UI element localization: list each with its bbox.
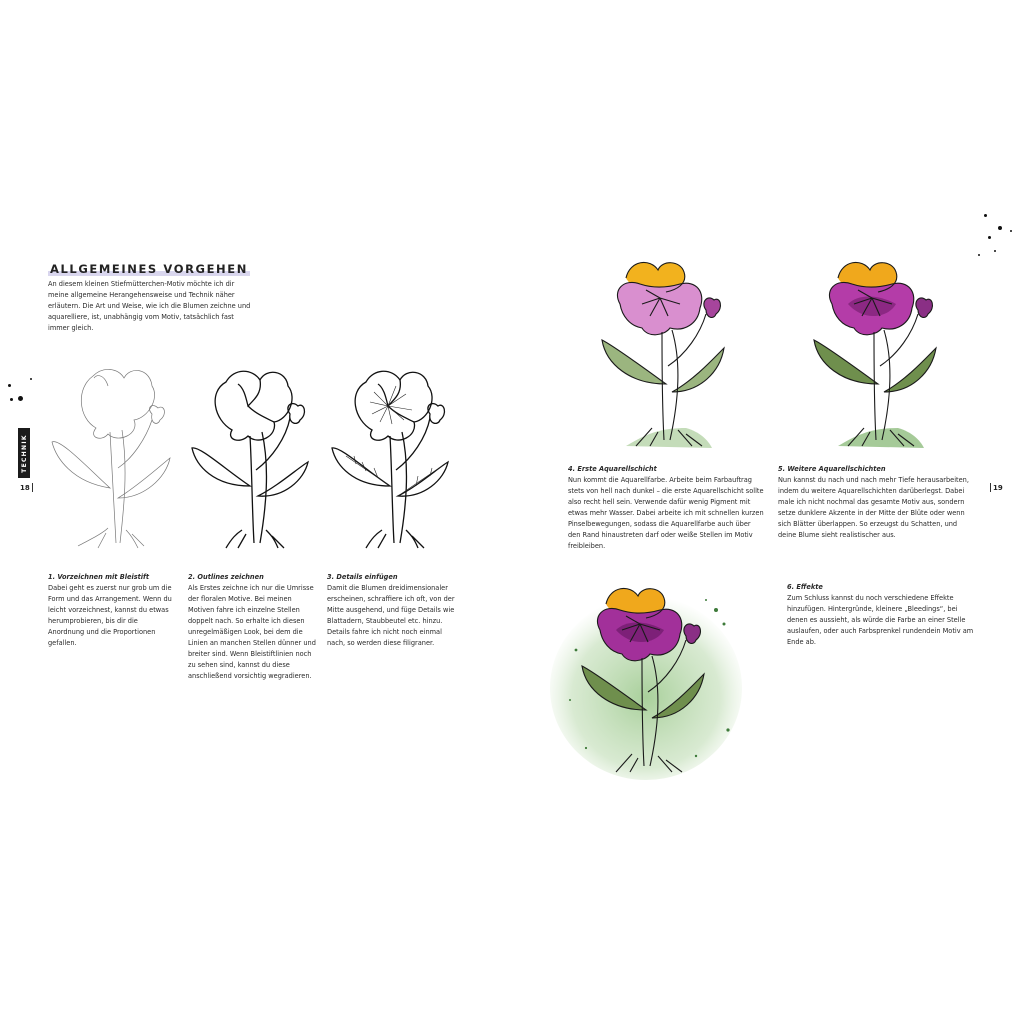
step-2-title: 2. Outlines zeichnen (188, 573, 264, 581)
ink-dot (18, 396, 23, 401)
step-4 (568, 464, 764, 552)
step-1-body: Dabei geht es zuerst nur grob um die Form und das Arrangement. Wenn du leicht vorzeichnest, kannst du etwas herumprobieren, bis dir die Anordnung und die Proportionen gefallen. (48, 584, 172, 647)
step-1-title: 1. Vorzeichnen mit Bleistift (48, 573, 150, 581)
ink-dot (10, 398, 13, 401)
ink-dot (998, 226, 1002, 230)
intro-paragraph: An diesem kleinen Stiefmütterchen-Motiv möchte ich dir meine allgemeine Herangehensweise und Technik näher erläutern. Die Art und Weise, wie ich die Blumen zeichne und aquarelliere, ist, unabhängig vom Motiv, tatsächlich fast immer gleich. (48, 280, 251, 332)
step-6 (787, 582, 977, 648)
step-6-title: 6. Effekte (787, 583, 823, 591)
ink-dot (978, 254, 980, 256)
pansy-detailed-drawing (326, 358, 456, 558)
section-heading: ALLGEMEINES VORGEHEN (50, 262, 248, 276)
ink-dot (30, 378, 32, 380)
ink-dot (8, 384, 11, 387)
step-6-body: Zum Schluss kannst du noch verschiedene Effekte hinzufügen. Hintergründe, kleinere „Bleedings“, bei denen es aussieht, als würde die Farbe an einer Stelle auslaufen, oder auch Farbsprenkel rundendein Motiv am Ende ab. (787, 594, 974, 646)
ink-dot (1010, 230, 1012, 232)
ink-dot (994, 250, 996, 252)
page-number-right: 19 (993, 484, 1003, 492)
page-number-divider (32, 483, 33, 492)
step-4-title: 4. Erste Aquarellschicht (568, 465, 657, 473)
pansy-outline-drawing (186, 358, 316, 558)
step-3 (327, 572, 457, 649)
step-1 (48, 572, 174, 649)
pansy-with-effects (546, 580, 746, 780)
step-2 (188, 572, 316, 682)
pansy-pencil-sketch (48, 358, 178, 558)
chapter-tab-label: TECHNIK (20, 433, 28, 473)
step-3-title: 3. Details einfügen (327, 573, 398, 581)
ink-dot (988, 236, 991, 239)
step-5-body: Nun kannst du nach und nach mehr Tiefe herausarbeiten, indem du weitere Aquarellschichten darüberlegst. Dabei male ich nicht nochmal das gesamte Motiv aus, sondern setze dunklere Akzente in der Mitte der Blüte oder wenn sich Blätter überlappen. So erzeugst du Schatten, und deine Blume sieht realistischer aus. (778, 476, 969, 539)
step-4-body: Nun kommt die Aquarellfarbe. Arbeite beim Farbauftrag stets von hell nach dunkel – die erste Aquarellschicht sollte also recht hell sein. Verwende dafür wenig Pigment mit etwas mehr Wasser. Dabei arbeite ich mit schnellen kurzen Pinselbewegungen, sodass die Aquarellfarbe auch über den Rand hinaustreten darf oder weiße Stellen im Motiv freibleiben. (568, 476, 764, 550)
chapter-tab (18, 428, 30, 478)
step-5 (778, 464, 976, 541)
page-number-left: 18 (20, 484, 30, 492)
page-number-divider (990, 483, 991, 492)
step-5-title: 5. Weitere Aquarellschichten (778, 465, 886, 473)
pansy-layered-watercolor (808, 254, 948, 454)
step-3-body: Damit die Blumen dreidimensionaler erscheinen, schraffiere ich oft, von der Mitte ausgehend, und füge Details wie Blattadern, Staubbeutel etc. hinzu. Details fahre ich nicht noch einmal nach, so werden diese filigraner. (327, 584, 455, 647)
pansy-first-watercolor (596, 254, 736, 454)
ink-dot (984, 214, 987, 217)
step-2-body: Als Erstes zeichne ich nur die Umrisse der floralen Motive. Bei meinen Motiven fahre ich einzelne Stellen doppelt nach. So erhalte ich diesen unregelmäßigen Look, bei dem die Linien an manchen Stellen dünner und breiter sind. Wenn Bleistiftlinien noch zu sehen sind, kannst du diese anschließend vorsichtig wegradieren. (188, 584, 316, 680)
